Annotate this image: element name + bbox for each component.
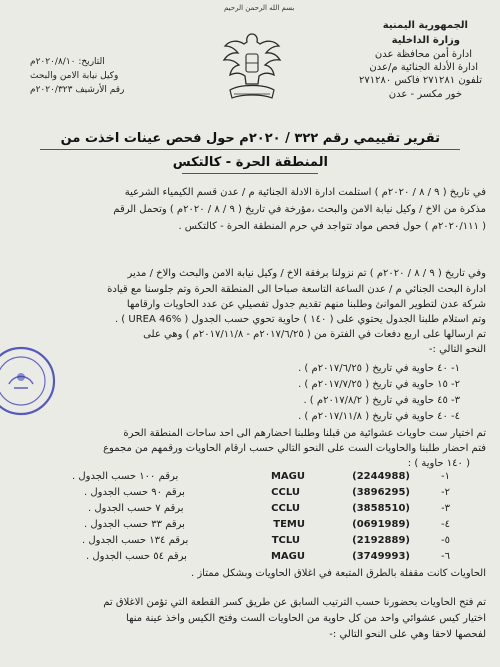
basmala-text: بسم الله الرحمن الرحيم <box>224 4 295 12</box>
container-num: ٤- <box>441 519 450 530</box>
container-serial: (3749993) <box>352 551 410 562</box>
container-desc: برقم ١٣٤ حسب الجدول . <box>82 535 189 546</box>
batch-item: ٣- ٤٥ حاوية في تاريخ ( ٢٠١٧/٨/٢م ) . <box>303 395 460 406</box>
header-right-line: خور مكسر - عدن <box>388 89 462 100</box>
container-serial: (3858510) <box>352 503 410 514</box>
container-desc: برقم ٧ حسب الجدول . <box>88 503 184 514</box>
visit-paragraph-line: وفي تاريخ ( ٩ / ٨ / ٢٠٢٠م ) تم نزولنا برفقة الاخ / وكيل نيابة الامن والبحث والاخ / مدير <box>127 268 486 279</box>
container-desc: برقم ١٠٠ حسب الجدول . <box>72 471 179 482</box>
visit-paragraph-line: وتم استلام طلبنا الجدول يحتوي على ( ١٤٠ ) حاوية تحوي حسب الجدول ( UREA 46% ) . <box>114 314 486 325</box>
sampling-paragraph-line: تم فتح الحاويات بحضورنا حسب الترتيب السابق عن طريق كسر القطعة التي تؤمن الاغلاق تم <box>103 597 486 608</box>
header-right-line: ادارة الأدلة الجنائية م/عدن <box>369 62 478 73</box>
report-title-line1: تقرير تقييمي رقم ٣٢٢ / ٢٠٢٠م حول فحص عينات اخذت من <box>60 131 440 146</box>
visit-paragraph-line: شركة عدن لتطوير الموانئ وطلبنا منهم تقديم جدول تفصيلي عن عدد الحاويات وارقامها <box>126 299 486 310</box>
container-num: ٦- <box>441 551 450 562</box>
intro-line: في تاريخ ( ٩ / ٨ / ٢٠٢٠م ) استلمت ادارة الادلة الجنائية م / عدن قسم الكيمياء الشرعية <box>124 187 486 198</box>
container-num: ٥- <box>441 535 450 546</box>
container-code: MAGU <box>270 551 305 562</box>
container-num: ٢- <box>441 487 450 498</box>
header-left-archive: رقم الأرشيف ٢٠٢٠/٣٢٣م <box>30 85 125 95</box>
batch-item: ٤- ٤٠ حاوية في تاريخ ( ٢٠١٧/١١/٨م ) . <box>298 411 460 422</box>
containers-sealed-note: الحاويات كانت مقفلة بالطرق المتبعة في اغلاق الحاويات وبشكل ممتاز . <box>190 568 486 579</box>
container-serial: (2192889) <box>352 535 410 546</box>
batch-item: ٢- ١٥ حاوية في تاريخ ( ٢٠١٧/٧/٢٥م ) . <box>298 379 460 390</box>
selection-paragraph-line: تم اختيار ست حاويات عشوائية من قبلنا وطلبنا احضارهم الى احد ساحات المنطقة الحرة <box>123 428 486 439</box>
container-code: TEMU <box>273 519 305 530</box>
container-num: ١- <box>441 471 450 482</box>
container-code: CCLU <box>271 503 300 514</box>
visit-paragraph-line: تم ارسالها على اربع دفعات في الفترة من ( ٢٠١٧/٦/٢٥م - ٢٠١٧/١١/٨م ) وهي على <box>143 329 486 340</box>
intro-line: ( ٢٠٢٠/١١١م ) حول فحص مواد تتواجد في حرم المنطقة الحرة - كالتكس . <box>178 221 486 232</box>
intro-line: مذكرة من الاخ / وكيل نيابة الامن والبحث ،مؤرخة في تاريخ ( ٩ / ٨ / ٢٠٢٠م ) وتحمل الرقم <box>113 204 486 215</box>
header-right-line: ادارة أمن محافظة عدن <box>374 49 472 60</box>
container-serial: (2244988) <box>352 471 410 482</box>
container-desc: برقم ٥٤ حسب الجدول . <box>86 551 187 562</box>
sampling-paragraph-line: لفحصها لاحقا وهي على النحو التالي :- <box>329 629 486 640</box>
header-right-line: تلفون ٢٧١٢٨١ فاكس ٢٧١٢٨٠ <box>358 75 482 86</box>
visit-paragraph-line: ادارة البحث الجنائي م / عدن الساعة التاسعة صباحا الى المنطقة الحرة وتم جلوسنا مع قيادة <box>107 284 486 295</box>
container-serial: (3896295) <box>352 487 410 498</box>
header-left-recipient: وكيل نيابة الامن والبحث <box>30 71 119 81</box>
container-serial: (0691989) <box>352 519 410 530</box>
header-right-line: الجمهورية اليمنية <box>382 20 468 31</box>
report-title-line2: المنطقة الحرة - كالتكس <box>172 155 328 170</box>
container-code: MAGU <box>270 471 305 482</box>
visit-paragraph-line: النحو التالي :- <box>428 344 486 355</box>
container-code: CCLU <box>271 487 300 498</box>
header-right-line: وزارة الداخلية <box>391 35 460 46</box>
selection-paragraph-line: فتم احضار طلبنا والحاويات الست على النحو التالي حسب ارقام الحاويات ورقمهم من مجموع <box>103 443 486 454</box>
header-left-date: التاريخ: ٢٠٢٠/٨/١٠م <box>30 57 105 67</box>
selection-paragraph-line: ( ١٤٠ حاوية ) : <box>407 458 470 469</box>
container-desc: برقم ٣٣ حسب الجدول . <box>84 519 185 530</box>
official-stamp-icon <box>0 344 58 418</box>
container-num: ٣- <box>441 503 450 514</box>
container-desc: برقم ٩٠ حسب الجدول . <box>84 487 185 498</box>
title-underline <box>182 173 318 174</box>
sampling-paragraph-line: اختيار كيس عشوائي واحد من كل حاوية من الحاويات الست وفتح الكيس واخذ عينة منها <box>126 613 486 624</box>
eagle-emblem-icon <box>222 28 282 110</box>
batch-item: ١- ٤٠ حاوية في تاريخ ( ٢٠١٧/٦/٢٥م ) . <box>298 363 460 374</box>
container-code: TCLU <box>271 535 300 546</box>
title-underline <box>40 149 460 150</box>
